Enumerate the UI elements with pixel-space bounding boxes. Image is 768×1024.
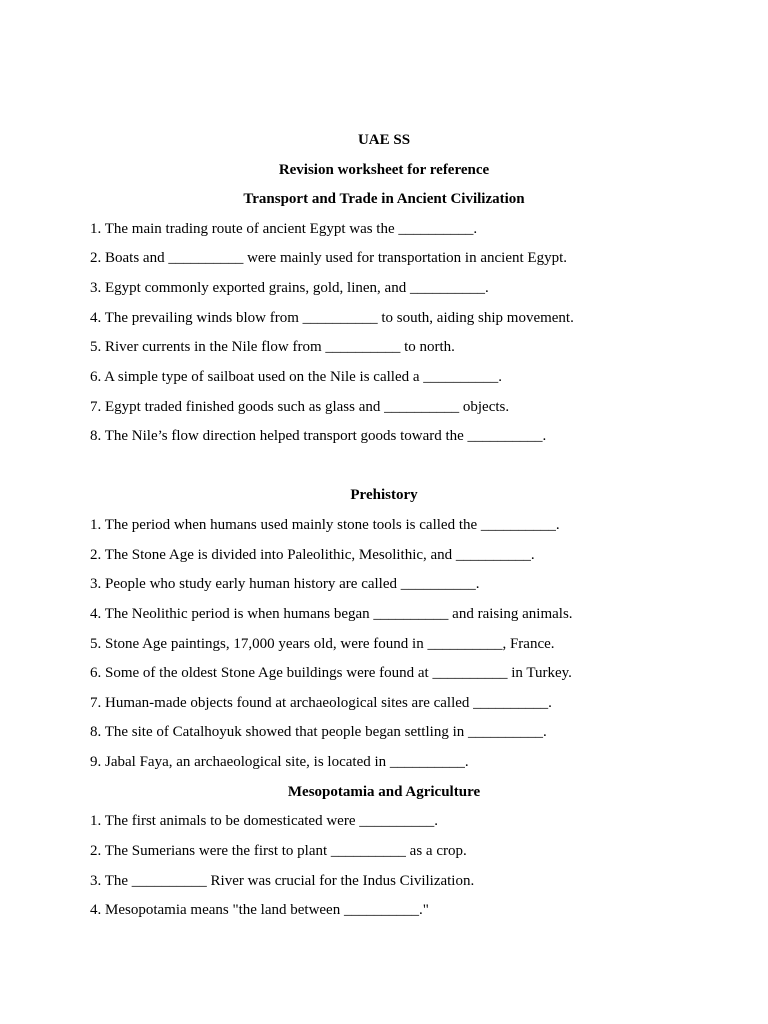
question-item: 9. Jabal Faya, an archaeological site, is located in __________. (90, 754, 469, 770)
question-item: 3. People who study early human history are called __________. (90, 576, 480, 592)
question-item: 1. The first animals to be domesticated were __________. (90, 813, 438, 829)
question-item: 6. A simple type of sailboat used on the Nile is called a __________. (90, 369, 503, 385)
question-item: 4. The prevailing winds blow from __________ to south, aiding ship movement. (90, 310, 574, 326)
question-item: 2. The Sumerians were the first to plant __________ as a crop. (90, 843, 467, 859)
question-item: 1. The main trading route of ancient Egypt was the __________. (90, 221, 478, 237)
section-heading-transport-trade: Transport and Trade in Ancient Civilization (243, 191, 525, 207)
question-item: 7. Human-made objects found at archaeological sites are called __________. (90, 695, 552, 711)
document-title: UAE SS (357, 132, 411, 148)
question-item: 6. Some of the oldest Stone Age buildings were found at __________ in Turkey. (90, 665, 572, 681)
question-item: 4. The Neolithic period is when humans began __________ and raising animals. (90, 606, 573, 622)
question-item: 5. River currents in the Nile flow from __________ to north. (90, 339, 455, 355)
section-heading-prehistory: Prehistory (350, 487, 418, 503)
question-item: 3. Egypt commonly exported grains, gold, linen, and __________. (90, 280, 489, 296)
question-item: 5. Stone Age paintings, 17,000 years old, were found in __________, France. (90, 636, 555, 652)
question-item: 8. The Nile’s flow direction helped transport goods toward the __________. (90, 428, 547, 444)
question-item: 8. The site of Catalhoyuk showed that people began settling in __________. (90, 724, 547, 740)
question-item: 7. Egypt traded finished goods such as glass and __________ objects. (90, 399, 510, 415)
question-item: 3. The __________ River was crucial for the Indus Civilization. (90, 873, 475, 889)
question-item: 2. The Stone Age is divided into Paleolithic, Mesolithic, and __________. (90, 547, 535, 563)
document-subtitle: Revision worksheet for reference (278, 162, 490, 178)
question-item: 1. The period when humans used mainly stone tools is called the __________. (90, 517, 560, 533)
question-item: 4. Mesopotamia means "the land between __________." (90, 902, 429, 918)
question-item: 2. Boats and __________ were mainly used for transportation in ancient Egypt. (90, 250, 567, 266)
section-heading-mesopotamia-agriculture: Mesopotamia and Agriculture (287, 784, 481, 800)
